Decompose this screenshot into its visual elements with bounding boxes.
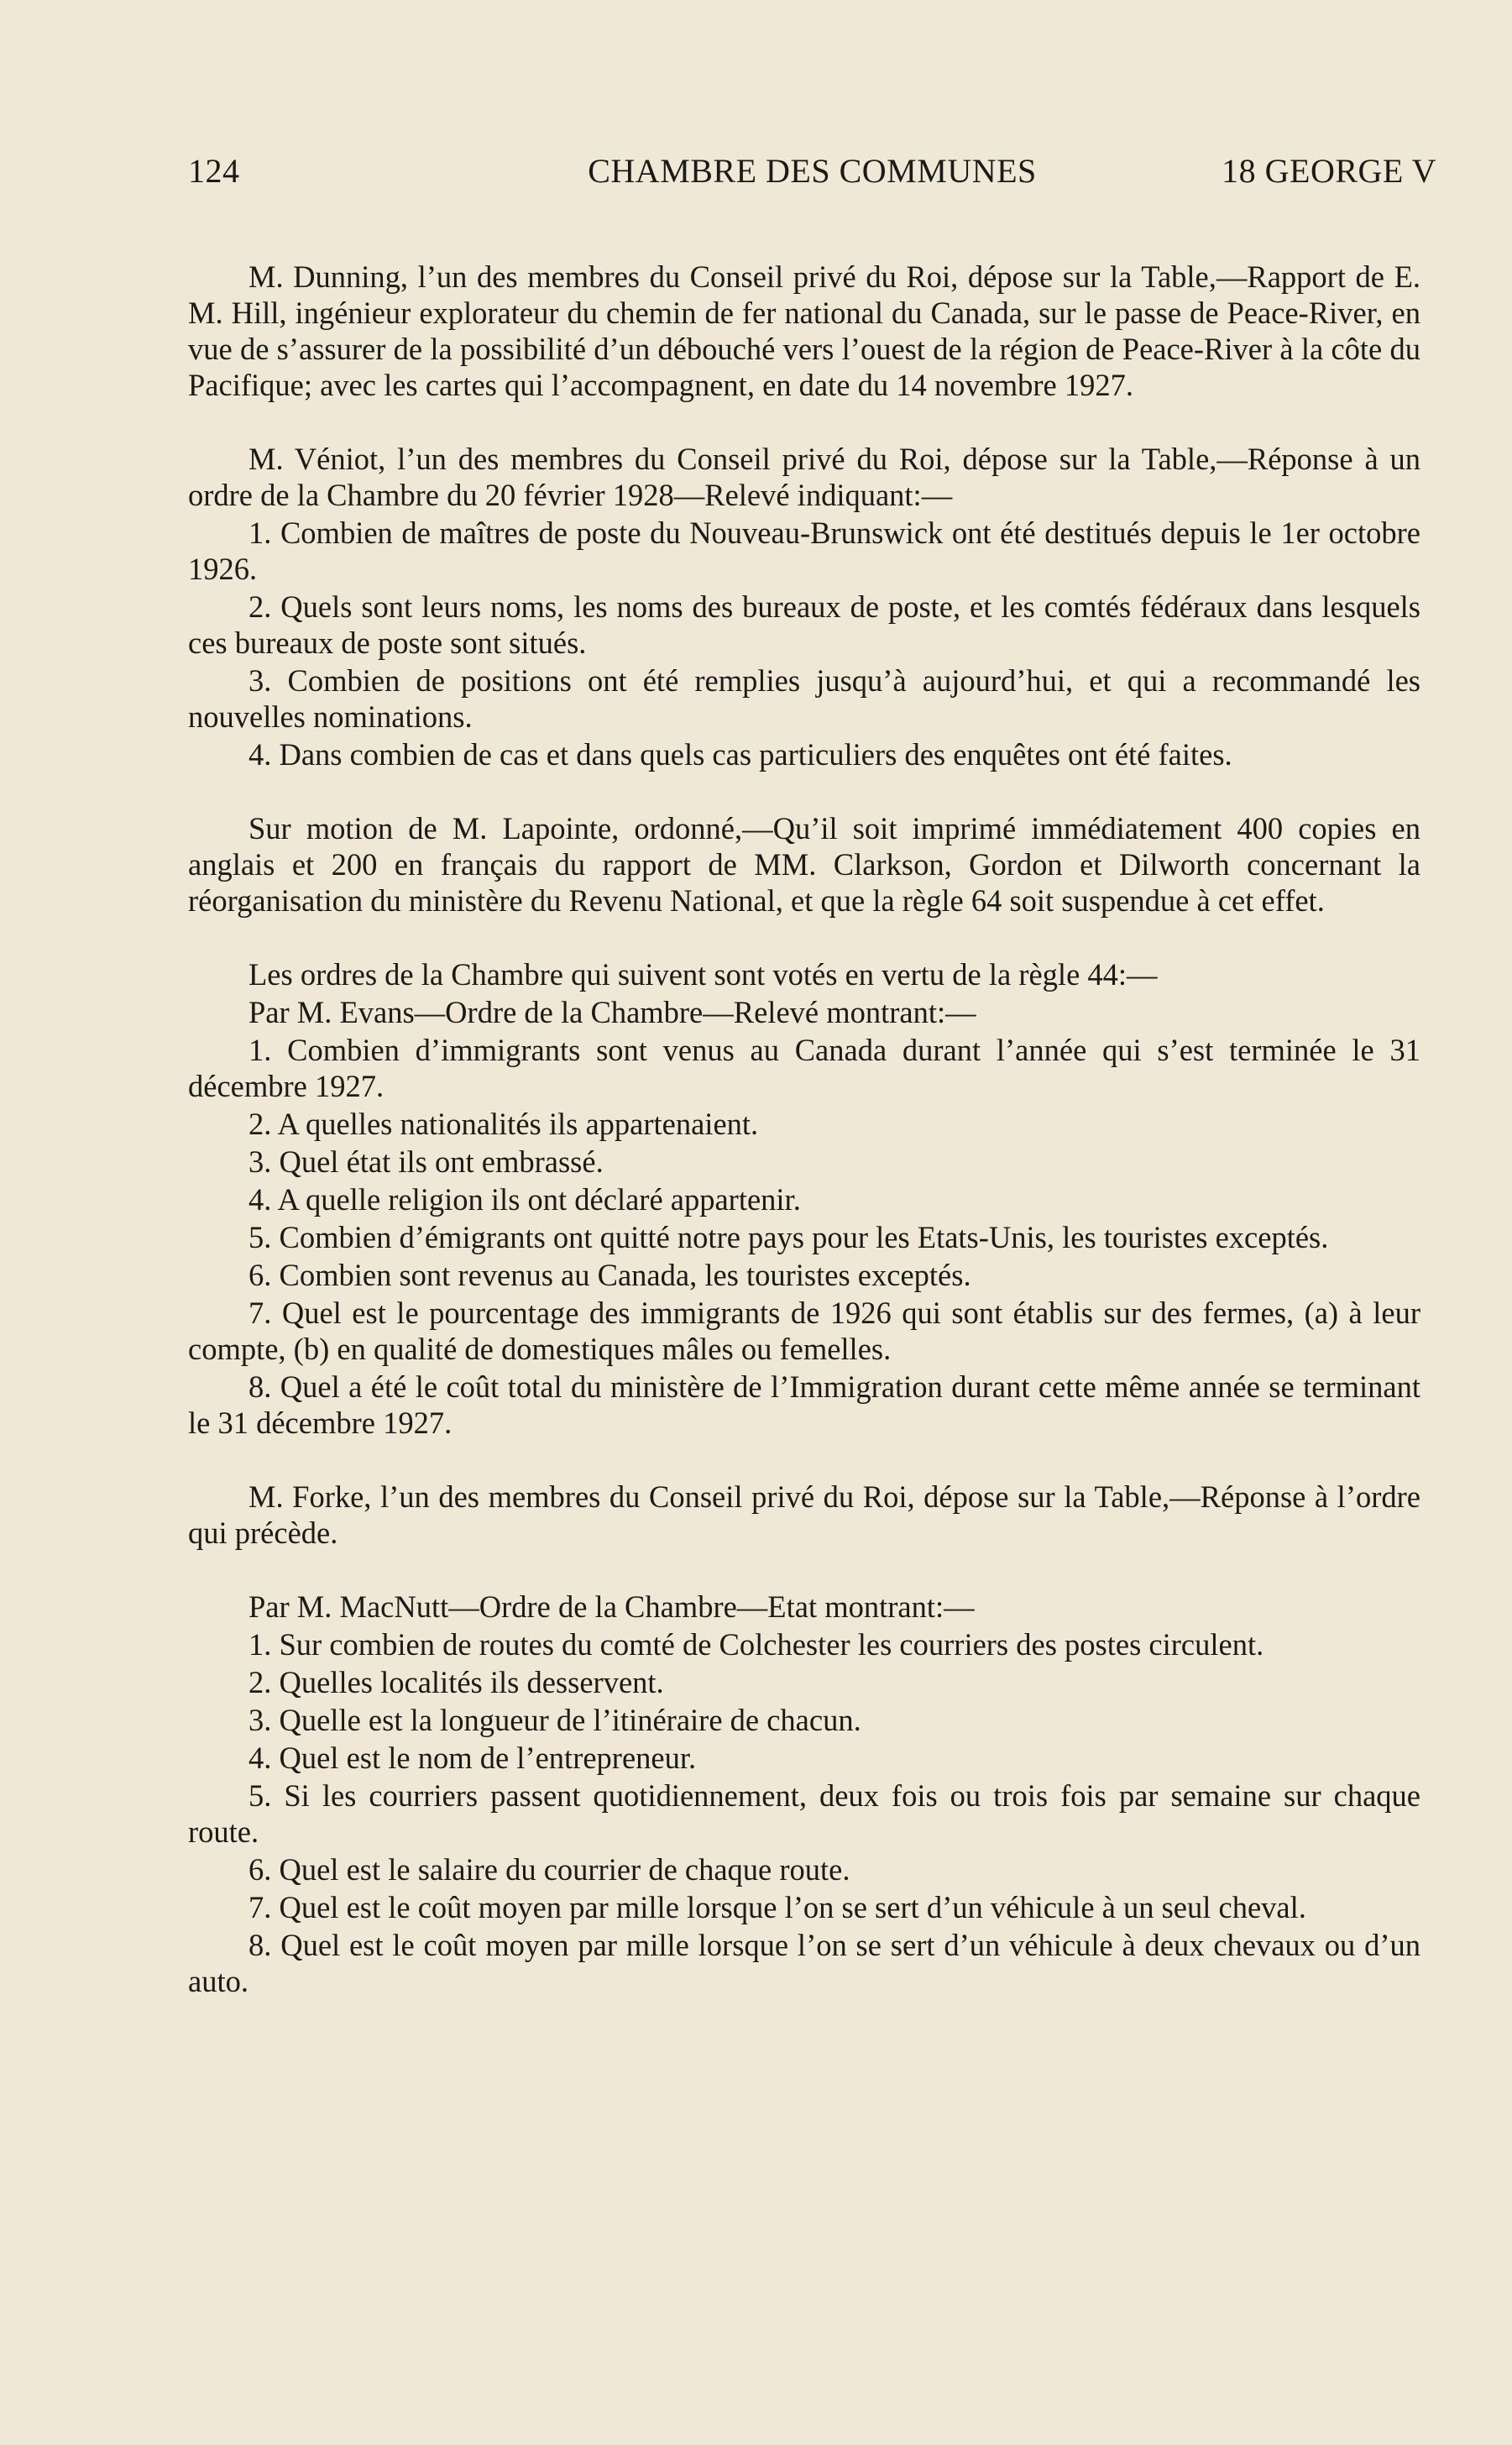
list-item: 4. A quelle religion ils ont déclaré appartenir. bbox=[249, 1182, 801, 1217]
list-item: 7. Quel est le pourcentage des immigrants de 1926 qui sont établis sur des fermes, (a) à leur compte, (b) en qualité de domestiques mâles ou femelles. bbox=[188, 1296, 1420, 1366]
paragraph-forke: M. Forke, l’un des membres du Conseil privé du Roi, dépose sur la Table,—Réponse à l’ordre qui précède. bbox=[188, 1479, 1420, 1550]
page-number: 124 bbox=[188, 152, 240, 190]
paragraph-veniot: M. Véniot, l’un des membres du Conseil privé du Roi, dépose sur la Table,—Réponse à un ordre de la Chambre du 20 février 1928—Relevé indiquant:— bbox=[188, 442, 1420, 512]
running-title: CHAMBRE DES COMMUNES bbox=[588, 152, 1037, 190]
list-item: 6. Quel est le salaire du courrier de chaque route. bbox=[249, 1852, 850, 1887]
list-item: 5. Combien d’émigrants ont quitté notre pays pour les Etats-Unis, les touristes exceptés. bbox=[249, 1220, 1329, 1254]
list-item: 7. Quel est le coût moyen par mille lorsque l’on se sert d’un véhicule à un seul cheval. bbox=[249, 1890, 1306, 1924]
list-item: 2. A quelles nationalités ils appartenaient. bbox=[249, 1107, 759, 1141]
list-item: 1. Sur combien de routes du comté de Colchester les courriers des postes circulent. bbox=[249, 1627, 1264, 1662]
list-item: 1. Combien de maîtres de poste du Nouveau-Brunswick ont été destitués depuis le 1er octobre 1926. bbox=[188, 516, 1420, 586]
session-label: 18 GEORGE V bbox=[1222, 152, 1436, 190]
list-item: 2. Quelles localités ils desservent. bbox=[249, 1665, 664, 1699]
list-item: 6. Combien sont revenus au Canada, les touristes exceptés. bbox=[249, 1258, 971, 1292]
list-item: 4. Dans combien de cas et dans quels cas particuliers des enquêtes ont été faites. bbox=[249, 737, 1232, 772]
list-item: 8. Quel est le coût moyen par mille lorsque l’on se sert d’un véhicule à deux chevaux ou d’un auto. bbox=[188, 1928, 1420, 1998]
paragraph-rule-44: Les ordres de la Chambre qui suivent sont votés en vertu de la règle 44:— bbox=[249, 957, 1158, 992]
list-item: 5. Si les courriers passent quotidiennement, deux fois ou trois fois par semaine sur chaque route. bbox=[188, 1778, 1420, 1849]
list-item: 4. Quel est le nom de l’entrepreneur. bbox=[249, 1741, 697, 1775]
page-header bbox=[188, 151, 1436, 202]
list-item: 3. Combien de positions ont été remplies jusqu’à aujourd’hui, et qui a recommandé les nouvelles nominations. bbox=[188, 663, 1420, 734]
paragraph-dunning: M. Dunning, l’un des membres du Conseil privé du Roi, dépose sur la Table,—Rapport de E. M. Hill, ingénieur explorateur du chemin de fer national du Canada, sur le passe de Peace-River, en vue de s’assurer de la possibilité d’un débouché vers l’ouest de la région de Peace-River à la côte du Pacifique; avec les cartes qui l’accompagnent, en date du 14 novembre 1927. bbox=[188, 259, 1420, 402]
list-item: 8. Quel a été le coût total du ministère de l’Immigration durant cette même année se terminant le 31 décembre 1927. bbox=[188, 1369, 1420, 1440]
paragraph-macnutt-order: Par M. MacNutt—Ordre de la Chambre—Etat montrant:— bbox=[249, 1589, 975, 1624]
paragraph-lapointe-motion: Sur motion de M. Lapointe, ordonné,—Qu’il soit imprimé immédiatement 400 copies en anglais et 200 en français du rapport de MM. Clarkson, Gordon et Dilworth concernant la réorganisation du ministère du Revenu National, et que la règle 64 soit suspendue à cet effet. bbox=[188, 811, 1420, 918]
list-item: 3. Quelle est la longueur de l’itinéraire de chacun. bbox=[249, 1703, 861, 1737]
paragraph-evans-order: Par M. Evans—Ordre de la Chambre—Relevé montrant:— bbox=[249, 995, 976, 1029]
list-item: 1. Combien d’immigrants sont venus au Canada durant l’année qui s’est terminée le 31 décembre 1927. bbox=[188, 1033, 1420, 1103]
list-item: 3. Quel état ils ont embrassé. bbox=[249, 1144, 604, 1179]
list-item: 2. Quels sont leurs noms, les noms des bureaux de poste, et les comtés fédéraux dans lesquels ces bureaux de poste sont situés. bbox=[188, 589, 1420, 660]
document-body bbox=[188, 259, 1420, 1999]
